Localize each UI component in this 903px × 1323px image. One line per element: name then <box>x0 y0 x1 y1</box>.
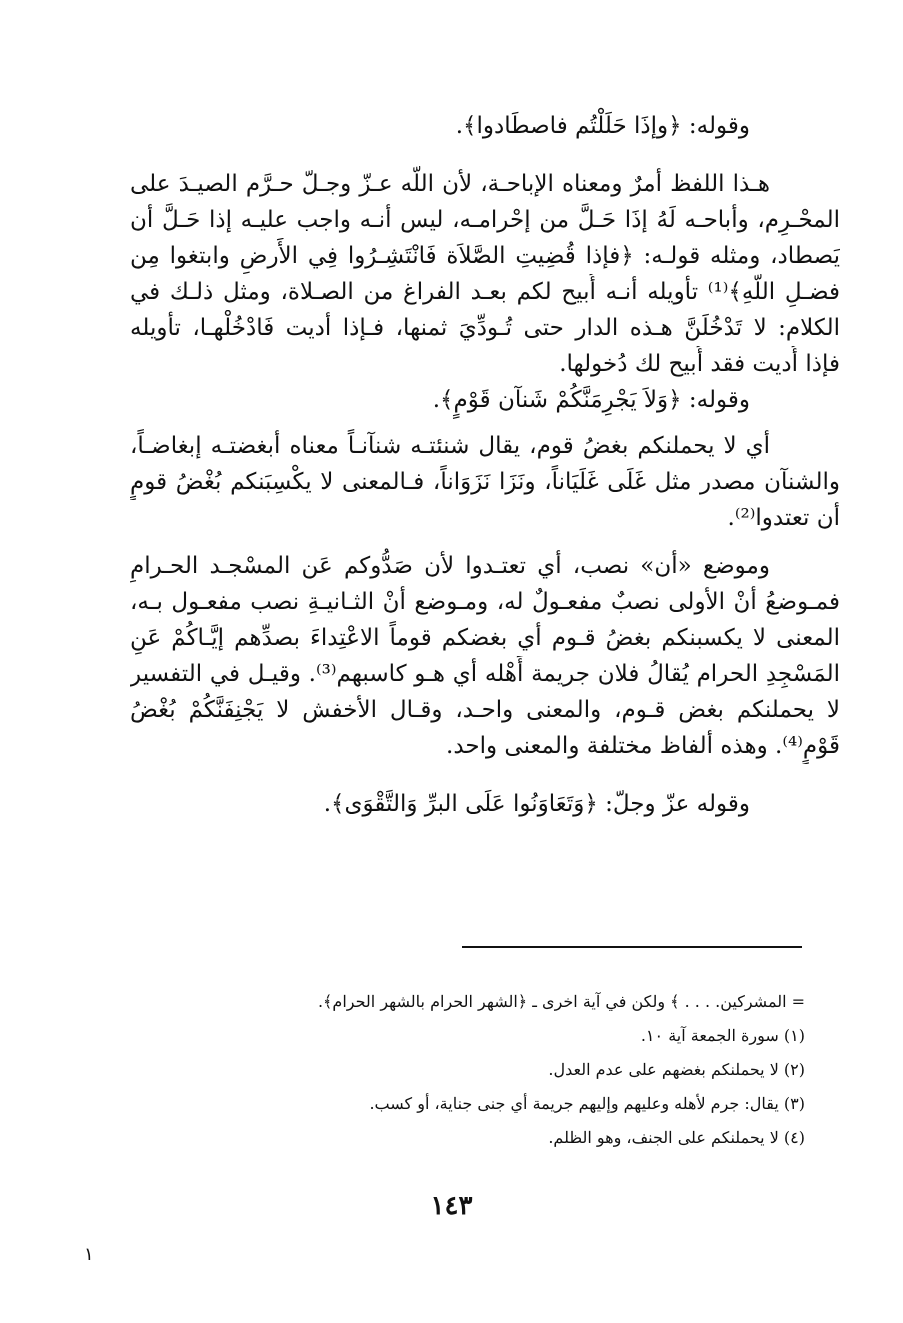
text-line: المعنى لا يكسبنكم بغضُ قـوم أي بغضكم قوماً الاعْتِداءَ بصدِّهم إيَّـاكُمْ عَنِ <box>130 625 840 651</box>
footnote-4: (٤) لا يحملنكم على الجنف، وهو الظلم. <box>548 1128 805 1147</box>
paragraph-2 <box>130 428 840 536</box>
text-line: أي لا يحملنكم بغضُ قوم، يقال شنئتـه شنآنـاً معناه أبغضتـه إبغاضـاً، <box>130 433 770 459</box>
text-line: لا يحملنكم بغض قـوم، والمعنى واحـد، وقـال الأخفش لا يَجْنِفَنَّكُمْ بُغْضُ <box>130 697 840 723</box>
text-line: يَصطاد، ومثله قولـه: ﴿فإذا قُضِيتِ الصَّلاَة فَانْتَشِـرُوا فِي الأَرضِ وابتغوا مِن <box>130 243 840 269</box>
verse-heading-3: وقوله عزّ وجلّ: ﴿وَتَعَاوَنُوا عَلَى البرِّ وَالتَّقْوَى﴾. <box>323 791 750 817</box>
main-text <box>130 108 840 822</box>
page-number: ١٤٣ <box>430 1191 473 1221</box>
footnote-divider <box>462 946 802 948</box>
paragraph-3 <box>130 548 840 764</box>
footnote-1: (١) سورة الجمعة آية ١٠. <box>640 1026 805 1045</box>
text-line: قَوْمٍ⁽⁴⁾. وهذه ألفاظ مختلفة والمعنى واحد. <box>446 733 840 759</box>
text-line: هـذا اللفظ أمرٌ ومعناه الإباحـة، لأن اللّه عـزّ وجـلّ حـرَّم الصيـدَ على <box>130 171 770 197</box>
paragraph-1 <box>130 166 840 382</box>
text-line: فمـوضعُ أنْ الأولى نصبٌ مفعـولٌ له، ومـوضع أنْ الثـانيـةِ نصب مفعـول بـه، <box>130 589 840 615</box>
text-line: المَسْجِدِ الحرام يُقالُ فلان جريمة أَهْله أي هـو كاسبهم⁽³⁾. وقيـل في التفسير <box>130 661 840 687</box>
footnote-continuation: = المشركين. . . . ﴾ ولكن في آية اخرى ـ ﴿الشهر الحرام بالشهر الحرام﴾. <box>317 992 805 1011</box>
margin-mark: ١ <box>84 1244 94 1265</box>
text-line: الكلام: لا تَدْخُلَنَّ هـذه الدار حتى تُـودِّيَ ثمنها، فـإذا أديت فَادْخُلْهـا، تأويله <box>130 315 840 341</box>
verse-heading-1: وقوله: ﴿وإذَا حَلَلْتُم فاصطَادوا﴾. <box>455 113 750 139</box>
verse-heading-2: وقوله: ﴿وَلاَ يَجْرِمَنَّكُمْ شَنآن قَوْمٍ﴾. <box>432 387 750 413</box>
text-line: أن تعتدوا⁽²⁾. <box>727 505 840 531</box>
text-line: المحْـرِم، وأباحـه لَهُ إذَا حَـلَّ من إحْرامـه، ليس أنـه واجب عليـه إذا حَـلَّ أن <box>130 207 840 233</box>
text-line: والشنآن مصدر مثل غَلَى غَلَيَاناً، ونَزَا نَزَوَاناً، فـالمعنى لا يكْسِبَنكم بُغْضُ قومٍ <box>130 469 840 495</box>
text-line: وموضع «أن» نصب، أي تعتـدوا لأن صَدُّوكم عَن المسْجـد الحـرامِ <box>130 553 770 579</box>
text-line: فضـلِ اللّهِ﴾⁽¹⁾ تأويله أنـه أُبيح لكم بعـد الفراغ من الصـلاة، ومثل ذلـك في <box>130 279 840 305</box>
footnote-2: (٢) لا يحملنكم بغضهم على عدم العدل. <box>548 1060 805 1079</box>
footnotes <box>300 985 805 1155</box>
text-line: فإذا أُديت فقد أُبيح لك دُخولها. <box>559 351 840 377</box>
footnote-3: (٣) يقال: جرم لأهله وعليهم وإليهم جريمة أي جنى جناية، أو كسب. <box>369 1094 805 1113</box>
